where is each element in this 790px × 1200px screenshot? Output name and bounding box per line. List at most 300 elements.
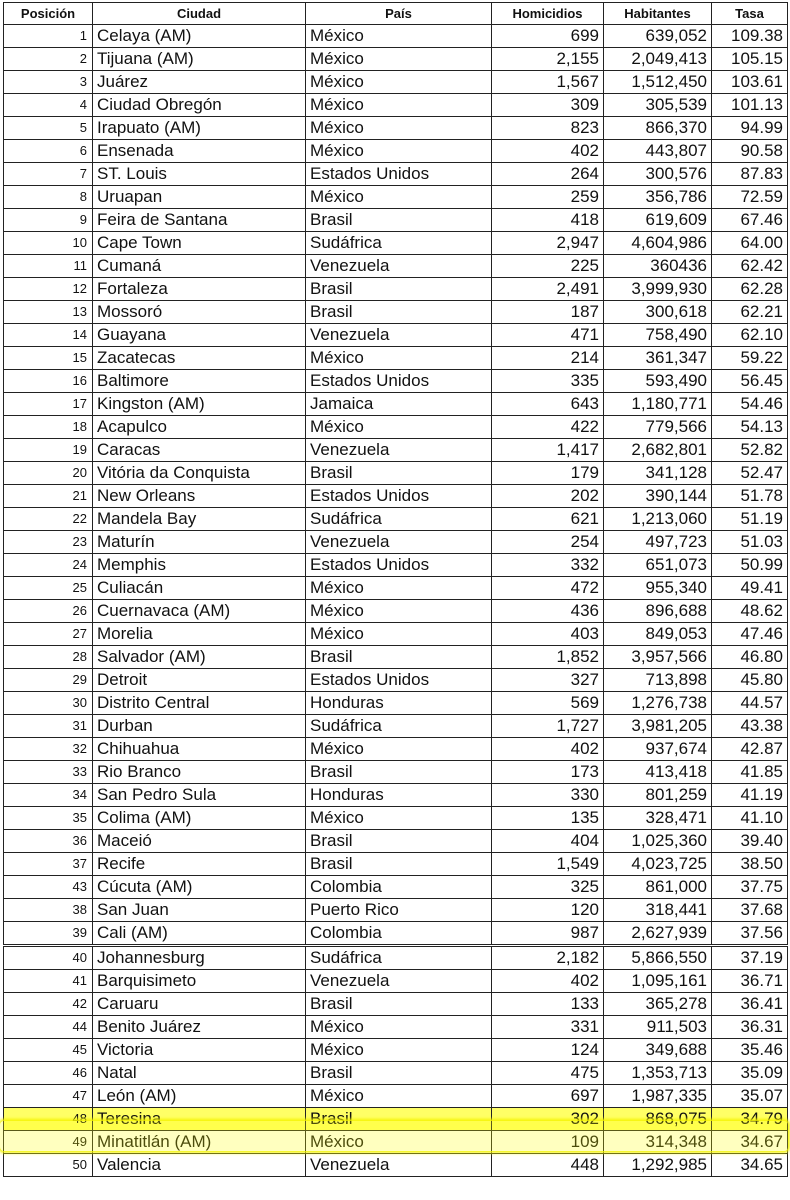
cell-rate: 44.57 <box>712 692 788 715</box>
cell-city: Natal <box>93 1062 306 1085</box>
cell-population: 779,566 <box>604 416 712 439</box>
cell-position: 4 <box>4 94 93 117</box>
cell-city: Colima (AM) <box>93 807 306 830</box>
table-row <box>4 715 788 738</box>
cell-rate: 109.38 <box>712 25 788 48</box>
table-row <box>4 416 788 439</box>
cell-country: Estados Unidos <box>306 669 492 692</box>
cell-position: 15 <box>4 347 93 370</box>
cell-city: Cúcuta (AM) <box>93 876 306 899</box>
cell-population: 314,348 <box>604 1131 712 1154</box>
cell-position: 38 <box>4 899 93 922</box>
cell-homicides: 697 <box>492 1085 604 1108</box>
cell-homicides: 1,549 <box>492 853 604 876</box>
cell-population: 3,981,205 <box>604 715 712 738</box>
cell-population: 868,075 <box>604 1108 712 1131</box>
cell-country: Estados Unidos <box>306 554 492 577</box>
cell-population: 861,000 <box>604 876 712 899</box>
cell-population: 639,052 <box>604 25 712 48</box>
cell-rate: 105.15 <box>712 48 788 71</box>
table-row <box>4 462 788 485</box>
table-row <box>4 393 788 416</box>
table-row <box>4 25 788 48</box>
header-population: Habitantes <box>604 3 712 25</box>
cell-homicides: 120 <box>492 899 604 922</box>
cell-homicides: 1,417 <box>492 439 604 462</box>
cell-position: 20 <box>4 462 93 485</box>
cell-population: 619,609 <box>604 209 712 232</box>
cell-homicides: 133 <box>492 993 604 1016</box>
cell-rate: 39.40 <box>712 830 788 853</box>
table-row <box>4 439 788 462</box>
cell-country: Brasil <box>306 278 492 301</box>
cell-homicides: 823 <box>492 117 604 140</box>
cell-country: Jamaica <box>306 393 492 416</box>
cell-city: Detroit <box>93 669 306 692</box>
cell-population: 1,180,771 <box>604 393 712 416</box>
table-row <box>4 669 788 692</box>
cell-rate: 42.87 <box>712 738 788 761</box>
cell-rate: 62.21 <box>712 301 788 324</box>
cell-city: Victoria <box>93 1039 306 1062</box>
cell-homicides: 402 <box>492 738 604 761</box>
table-row <box>4 186 788 209</box>
cell-country: México <box>306 600 492 623</box>
cell-population: 300,576 <box>604 163 712 186</box>
cell-country: Estados Unidos <box>306 163 492 186</box>
cell-city: Durban <box>93 715 306 738</box>
cell-city: Zacatecas <box>93 347 306 370</box>
cell-homicides: 309 <box>492 94 604 117</box>
cell-country: México <box>306 738 492 761</box>
cell-city: New Orleans <box>93 485 306 508</box>
cell-country: Brasil <box>306 301 492 324</box>
cell-city: Tijuana (AM) <box>93 48 306 71</box>
cell-homicides: 2,155 <box>492 48 604 71</box>
cell-rate: 37.68 <box>712 899 788 922</box>
cell-homicides: 471 <box>492 324 604 347</box>
cell-homicides: 135 <box>492 807 604 830</box>
cell-position: 29 <box>4 669 93 692</box>
cell-rate: 54.13 <box>712 416 788 439</box>
cell-rate: 103.61 <box>712 71 788 94</box>
cell-population: 328,471 <box>604 807 712 830</box>
cell-position: 43 <box>4 876 93 899</box>
cell-rate: 47.46 <box>712 623 788 646</box>
cell-city: Caracas <box>93 439 306 462</box>
cell-homicides: 335 <box>492 370 604 393</box>
cell-rate: 87.83 <box>712 163 788 186</box>
table-row-highlighted <box>4 1108 788 1131</box>
cell-homicides: 1,852 <box>492 646 604 669</box>
table-row <box>4 946 788 970</box>
cell-city: Vitória da Conquista <box>93 462 306 485</box>
cell-position: 12 <box>4 278 93 301</box>
cell-population: 4,604,986 <box>604 232 712 255</box>
cell-homicides: 302 <box>492 1108 604 1131</box>
cell-position: 35 <box>4 807 93 830</box>
cell-population: 3,957,566 <box>604 646 712 669</box>
cell-country: México <box>306 186 492 209</box>
cell-homicides: 699 <box>492 25 604 48</box>
cell-homicides: 331 <box>492 1016 604 1039</box>
cell-country: Brasil <box>306 462 492 485</box>
cell-position: 26 <box>4 600 93 623</box>
table-row <box>4 970 788 993</box>
table-row <box>4 347 788 370</box>
cell-population: 341,128 <box>604 462 712 485</box>
cell-country: Brasil <box>306 1062 492 1085</box>
cell-homicides: 569 <box>492 692 604 715</box>
cell-homicides: 404 <box>492 830 604 853</box>
cell-population: 1,213,060 <box>604 508 712 531</box>
cell-position: 8 <box>4 186 93 209</box>
cell-country: Venezuela <box>306 1154 492 1177</box>
cell-rate: 90.58 <box>712 140 788 163</box>
cell-population: 443,807 <box>604 140 712 163</box>
cell-position: 14 <box>4 324 93 347</box>
table-row <box>4 738 788 761</box>
cell-city: Celaya (AM) <box>93 25 306 48</box>
cell-homicides: 2,947 <box>492 232 604 255</box>
cell-position: 42 <box>4 993 93 1016</box>
table-row <box>4 646 788 669</box>
table-body <box>4 25 788 1177</box>
cell-rate: 48.62 <box>712 600 788 623</box>
cell-city: Baltimore <box>93 370 306 393</box>
cell-country: Sudáfrica <box>306 232 492 255</box>
cell-city: Chihuahua <box>93 738 306 761</box>
cell-country: Colombia <box>306 876 492 899</box>
cell-rate: 59.22 <box>712 347 788 370</box>
cell-city: Uruapan <box>93 186 306 209</box>
cell-homicides: 259 <box>492 186 604 209</box>
cell-position: 32 <box>4 738 93 761</box>
homicide-rate-table <box>3 2 788 1177</box>
cell-country: México <box>306 71 492 94</box>
cell-country: México <box>306 48 492 71</box>
table-row <box>4 600 788 623</box>
cell-rate: 36.41 <box>712 993 788 1016</box>
cell-rate: 37.56 <box>712 922 788 946</box>
cell-rate: 35.09 <box>712 1062 788 1085</box>
table-row <box>4 853 788 876</box>
table-row <box>4 370 788 393</box>
cell-country: México <box>306 1085 492 1108</box>
cell-city: Recife <box>93 853 306 876</box>
cell-position: 9 <box>4 209 93 232</box>
cell-position: 6 <box>4 140 93 163</box>
cell-population: 1,276,738 <box>604 692 712 715</box>
cell-rate: 34.79 <box>712 1108 788 1131</box>
cell-country: Brasil <box>306 993 492 1016</box>
cell-homicides: 402 <box>492 140 604 163</box>
cell-population: 896,688 <box>604 600 712 623</box>
cell-homicides: 330 <box>492 784 604 807</box>
cell-city: Distrito Central <box>93 692 306 715</box>
cell-homicides: 124 <box>492 1039 604 1062</box>
cell-population: 801,259 <box>604 784 712 807</box>
cell-country: Sudáfrica <box>306 946 492 970</box>
cell-country: Brasil <box>306 646 492 669</box>
cell-population: 5,866,550 <box>604 946 712 970</box>
cell-position: 2 <box>4 48 93 71</box>
cell-rate: 50.99 <box>712 554 788 577</box>
cell-position: 40 <box>4 946 93 970</box>
cell-country: México <box>306 1131 492 1154</box>
cell-population: 360436 <box>604 255 712 278</box>
cell-position: 5 <box>4 117 93 140</box>
cell-country: Honduras <box>306 784 492 807</box>
cell-position: 49 <box>4 1131 93 1154</box>
cell-homicides: 422 <box>492 416 604 439</box>
cell-rate: 62.10 <box>712 324 788 347</box>
cell-position: 30 <box>4 692 93 715</box>
cell-homicides: 472 <box>492 577 604 600</box>
cell-population: 758,490 <box>604 324 712 347</box>
cell-rate: 51.19 <box>712 508 788 531</box>
table-row <box>4 784 788 807</box>
cell-city: Salvador (AM) <box>93 646 306 669</box>
cell-rate: 45.80 <box>712 669 788 692</box>
cell-population: 1,095,161 <box>604 970 712 993</box>
table-row <box>4 1154 788 1177</box>
cell-position: 47 <box>4 1085 93 1108</box>
cell-position: 21 <box>4 485 93 508</box>
cell-city: Maceió <box>93 830 306 853</box>
cell-city: Acapulco <box>93 416 306 439</box>
cell-country: México <box>306 347 492 370</box>
table-row <box>4 48 788 71</box>
cell-position: 13 <box>4 301 93 324</box>
cell-city: Cape Town <box>93 232 306 255</box>
cell-position: 34 <box>4 784 93 807</box>
cell-population: 365,278 <box>604 993 712 1016</box>
cell-position: 39 <box>4 922 93 946</box>
cell-rate: 35.07 <box>712 1085 788 1108</box>
cell-homicides: 179 <box>492 462 604 485</box>
cell-rate: 62.42 <box>712 255 788 278</box>
cell-city: Caruaru <box>93 993 306 1016</box>
cell-position: 45 <box>4 1039 93 1062</box>
cell-position: 1 <box>4 25 93 48</box>
cell-position: 3 <box>4 71 93 94</box>
cell-position: 50 <box>4 1154 93 1177</box>
cell-country: Venezuela <box>306 970 492 993</box>
cell-population: 305,539 <box>604 94 712 117</box>
cell-city: ST. Louis <box>93 163 306 186</box>
table-row <box>4 1131 788 1154</box>
cell-population: 1,292,985 <box>604 1154 712 1177</box>
cell-population: 497,723 <box>604 531 712 554</box>
cell-homicides: 475 <box>492 1062 604 1085</box>
cell-rate: 35.46 <box>712 1039 788 1062</box>
cell-country: Brasil <box>306 853 492 876</box>
cell-position: 46 <box>4 1062 93 1085</box>
cell-city: Morelia <box>93 623 306 646</box>
header-homicides: Homicidios <box>492 3 604 25</box>
cell-population: 849,053 <box>604 623 712 646</box>
cell-city: Mossoró <box>93 301 306 324</box>
table-row <box>4 1062 788 1085</box>
table-row <box>4 324 788 347</box>
cell-rate: 101.13 <box>712 94 788 117</box>
cell-city: Johannesburg <box>93 946 306 970</box>
cell-population: 1,025,360 <box>604 830 712 853</box>
table-row <box>4 531 788 554</box>
cell-rate: 51.78 <box>712 485 788 508</box>
cell-country: Venezuela <box>306 324 492 347</box>
table-row <box>4 94 788 117</box>
table-row <box>4 1085 788 1108</box>
cell-homicides: 327 <box>492 669 604 692</box>
cell-position: 16 <box>4 370 93 393</box>
cell-country: México <box>306 807 492 830</box>
cell-position: 19 <box>4 439 93 462</box>
header-city: Ciudad <box>93 3 306 25</box>
cell-population: 713,898 <box>604 669 712 692</box>
cell-city: Teresina <box>93 1108 306 1131</box>
table-row <box>4 807 788 830</box>
cell-rate: 56.45 <box>712 370 788 393</box>
cell-homicides: 202 <box>492 485 604 508</box>
cell-position: 7 <box>4 163 93 186</box>
cell-homicides: 436 <box>492 600 604 623</box>
cell-population: 413,418 <box>604 761 712 784</box>
table-row <box>4 623 788 646</box>
cell-city: San Pedro Sula <box>93 784 306 807</box>
cell-position: 41 <box>4 970 93 993</box>
cell-position: 31 <box>4 715 93 738</box>
table-row <box>4 209 788 232</box>
cell-rate: 41.19 <box>712 784 788 807</box>
cell-city: Kingston (AM) <box>93 393 306 416</box>
header-position: Posición <box>4 3 93 25</box>
cell-city: Ensenada <box>93 140 306 163</box>
cell-population: 356,786 <box>604 186 712 209</box>
cell-country: Venezuela <box>306 531 492 554</box>
cell-country: México <box>306 1039 492 1062</box>
cell-homicides: 621 <box>492 508 604 531</box>
cell-population: 866,370 <box>604 117 712 140</box>
table-row <box>4 1039 788 1062</box>
cell-population: 3,999,930 <box>604 278 712 301</box>
table-row <box>4 117 788 140</box>
table-row <box>4 993 788 1016</box>
cell-rate: 34.67 <box>712 1131 788 1154</box>
cell-position: 48 <box>4 1108 93 1131</box>
cell-country: México <box>306 94 492 117</box>
cell-country: Brasil <box>306 830 492 853</box>
cell-city: Benito Juárez <box>93 1016 306 1039</box>
cell-homicides: 2,491 <box>492 278 604 301</box>
cell-city: Feira de Santana <box>93 209 306 232</box>
cell-position: 33 <box>4 761 93 784</box>
cell-rate: 52.82 <box>712 439 788 462</box>
cell-population: 4,023,725 <box>604 853 712 876</box>
table-row <box>4 140 788 163</box>
cell-rate: 62.28 <box>712 278 788 301</box>
table-row <box>4 163 788 186</box>
table-row <box>4 692 788 715</box>
cell-homicides: 325 <box>492 876 604 899</box>
cell-city: Minatitlán (AM) <box>93 1131 306 1154</box>
cell-position: 10 <box>4 232 93 255</box>
cell-homicides: 987 <box>492 922 604 946</box>
cell-rate: 52.47 <box>712 462 788 485</box>
table-row <box>4 278 788 301</box>
cell-population: 911,503 <box>604 1016 712 1039</box>
cell-population: 651,073 <box>604 554 712 577</box>
cell-population: 361,347 <box>604 347 712 370</box>
cell-city: Ciudad Obregón <box>93 94 306 117</box>
cell-country: Venezuela <box>306 255 492 278</box>
cell-population: 955,340 <box>604 577 712 600</box>
cell-city: Maturín <box>93 531 306 554</box>
cell-position: 27 <box>4 623 93 646</box>
table-row <box>4 922 788 946</box>
cell-rate: 72.59 <box>712 186 788 209</box>
cell-country: Sudáfrica <box>306 715 492 738</box>
table-row <box>4 71 788 94</box>
cell-rate: 36.31 <box>712 1016 788 1039</box>
cell-city: Memphis <box>93 554 306 577</box>
table-row <box>4 761 788 784</box>
cell-rate: 46.80 <box>712 646 788 669</box>
cell-city: Barquisimeto <box>93 970 306 993</box>
cell-rate: 41.10 <box>712 807 788 830</box>
cell-country: México <box>306 416 492 439</box>
table-row <box>4 485 788 508</box>
cell-population: 349,688 <box>604 1039 712 1062</box>
cell-population: 1,512,450 <box>604 71 712 94</box>
cell-rate: 41.85 <box>712 761 788 784</box>
cell-rate: 36.71 <box>712 970 788 993</box>
cell-rate: 51.03 <box>712 531 788 554</box>
cell-population: 2,049,413 <box>604 48 712 71</box>
cell-country: Honduras <box>306 692 492 715</box>
table-row <box>4 554 788 577</box>
cell-homicides: 225 <box>492 255 604 278</box>
cell-city: Mandela Bay <box>93 508 306 531</box>
cell-rate: 64.00 <box>712 232 788 255</box>
cell-homicides: 173 <box>492 761 604 784</box>
cell-homicides: 2,182 <box>492 946 604 970</box>
cell-position: 25 <box>4 577 93 600</box>
cell-country: Puerto Rico <box>306 899 492 922</box>
cell-rate: 34.65 <box>712 1154 788 1177</box>
cell-rate: 38.50 <box>712 853 788 876</box>
cell-homicides: 1,567 <box>492 71 604 94</box>
cell-position: 18 <box>4 416 93 439</box>
cell-city: Guayana <box>93 324 306 347</box>
cell-country: México <box>306 1016 492 1039</box>
header-row <box>4 3 788 25</box>
cell-homicides: 403 <box>492 623 604 646</box>
cell-rate: 37.19 <box>712 946 788 970</box>
cell-city: Irapuato (AM) <box>93 117 306 140</box>
cell-homicides: 418 <box>492 209 604 232</box>
cell-homicides: 214 <box>492 347 604 370</box>
cell-city: León (AM) <box>93 1085 306 1108</box>
cell-country: Venezuela <box>306 439 492 462</box>
cell-population: 2,682,801 <box>604 439 712 462</box>
cell-city: Culiacán <box>93 577 306 600</box>
cell-position: 24 <box>4 554 93 577</box>
cell-rate: 54.46 <box>712 393 788 416</box>
table-row <box>4 1016 788 1039</box>
cell-city: San Juan <box>93 899 306 922</box>
